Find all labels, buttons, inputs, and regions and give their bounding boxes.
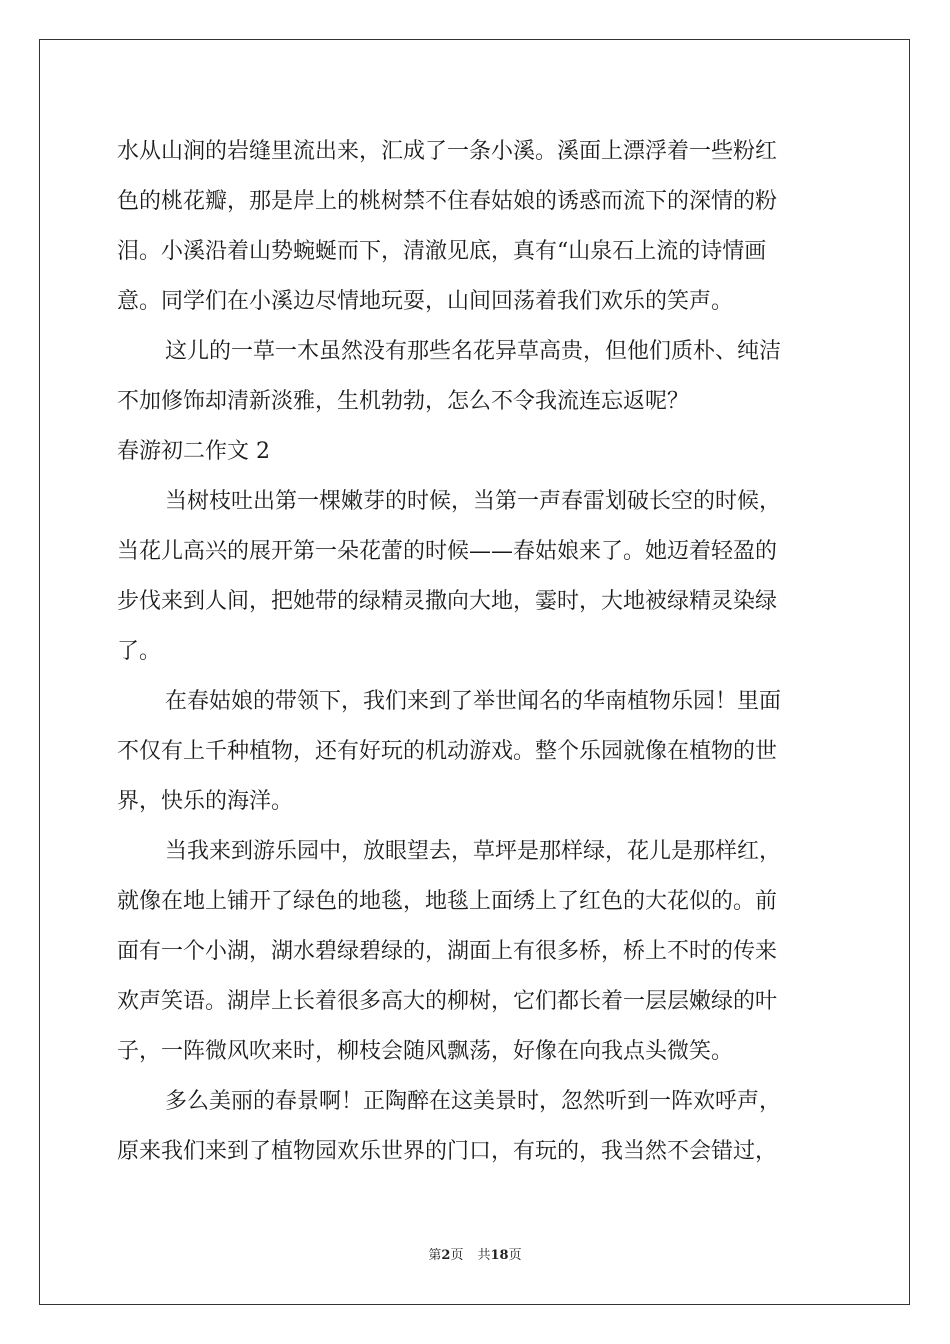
text-line: 不加修饰却清新淡雅，生机勃勃，怎么不令我流连忘返呢？ xyxy=(117,389,690,414)
page-footer xyxy=(0,1244,950,1263)
text-line: 界，快乐的海洋。 xyxy=(117,789,294,814)
paragraph-first-line: 这儿的一草一木虽然没有那些名花异草高贵，但他们质朴、纯洁 xyxy=(165,339,782,364)
paragraph-first-line: 当树枝吐出第一棵嫩芽的时候，当第一声春雷划破长空的时候， xyxy=(165,489,782,514)
total-suffix: 页 xyxy=(508,1248,522,1263)
text-line: 泪。小溪沿着山势蜿蜒而下，清澈见底，真有“山泉石上流的诗情画 xyxy=(117,239,767,264)
total-pages: 18 xyxy=(490,1248,509,1263)
text-line: 欢声笑语。湖岸上长着很多高大的柳树，它们都长着一层层嫩绿的叶 xyxy=(117,989,778,1014)
text-line: 子，一阵微风吹来时，柳枝会随风飘荡，好像在向我点头微笑。 xyxy=(117,1039,734,1064)
paragraph-first-line: 当我来到游乐园中，放眼望去，草坪是那样绿，花儿是那样红， xyxy=(165,839,782,864)
text-line: 面有一个小湖，湖水碧绿碧绿的，湖面上有很多桥，桥上不时的传来 xyxy=(117,939,778,964)
text-line: 原来我们来到了植物园欢乐世界的门口，有玩的，我当然不会错过， xyxy=(117,1139,778,1164)
text-line: 步伐来到人间，把她带的绿精灵撒向大地，霎时，大地被绿精灵染绿 xyxy=(117,589,778,614)
document-body xyxy=(117,127,837,1177)
paragraph-first-line: 在春姑娘的带领下，我们来到了举世闻名的华南植物乐园！里面 xyxy=(165,689,782,714)
text-line: 水从山涧的岩缝里流出来，汇成了一条小溪。溪面上漂浮着一些粉红 xyxy=(117,139,778,164)
text-line: 就像在地上铺开了绿色的地毯，地毯上面绣上了红色的大花似的。前 xyxy=(117,889,778,914)
page-number: 2 xyxy=(441,1248,451,1263)
paragraph-first-line: 多么美丽的春景啊！正陶醉在这美景时，忽然听到一阵欢呼声， xyxy=(165,1089,782,1114)
text-line: 色的桃花瓣，那是岸上的桃树禁不住春姑娘的诱惑而流下的深情的粉 xyxy=(117,189,778,214)
total-prefix: 共 xyxy=(477,1248,491,1263)
text-line: 意。同学们在小溪边尽情地玩耍，山间回荡着我们欢乐的笑声。 xyxy=(117,289,734,314)
text-line: 了。 xyxy=(117,639,162,664)
section-heading: 春游初二作文 2 xyxy=(117,439,270,464)
text-line: 当花儿高兴的展开第一朵花蕾的时候——春姑娘来了。她迈着轻盈的 xyxy=(117,539,778,564)
text-line: 不仅有上千种植物，还有好玩的机动游戏。整个乐园就像在植物的世 xyxy=(117,739,778,764)
page-prefix: 第 xyxy=(428,1248,442,1263)
page-suffix: 页 xyxy=(450,1248,464,1263)
